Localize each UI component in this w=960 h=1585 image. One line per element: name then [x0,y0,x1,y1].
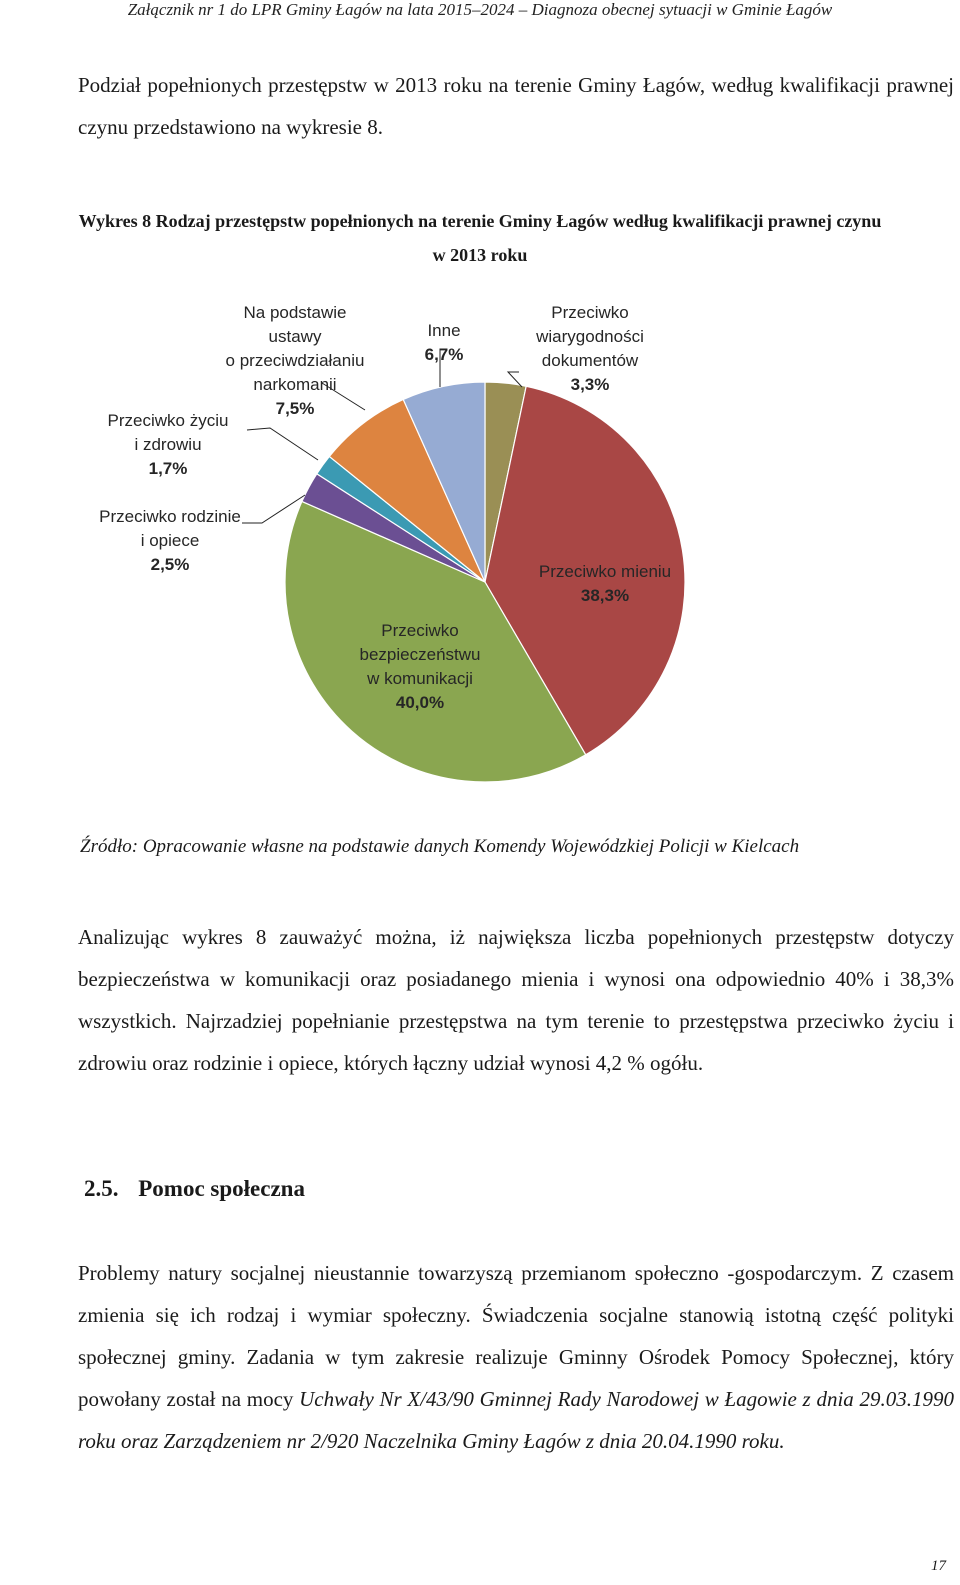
pie-label-value: 7,5% [275,399,315,418]
body-paragraph [6,1252,954,1462]
pie-label-value: 2,5% [150,555,190,574]
pie-label [108,411,229,478]
chart-source: Źródło: Opracowanie własne na podstawie danych Komendy Wojewódzkiej Policji w Kielcach [80,836,800,857]
pie-label-line: Przeciwko mieniu [538,562,672,581]
chart-title [0,204,960,272]
pie-label-line: Przeciwko [551,303,629,322]
pie-label-line: ustawy [268,327,322,346]
pie-label-line: wiarygodności [536,327,644,346]
pie-label [425,321,464,364]
chart-title-line2: w 2013 roku [432,245,528,265]
pie-label-line: o przeciwdziałaniu [225,351,365,370]
pie-label-line: Przeciwko życiu [107,411,229,430]
section-number: 2.5. [84,1176,119,1201]
pie-label-value: 38,3% [580,586,630,605]
pie-label [535,303,644,394]
chart-title-line1: Wykres 8 Rodzaj przestępstw popełnionych na terenie Gminy Łagów według kwalifikacji prawnej czynu [78,211,882,231]
page-header: Załącznik nr 1 do LPR Gminy Łagów na lata 2015–2024 – Diagnoza obecnej sytuacji w Gminie Łagów [127,0,833,19]
pie-slices [285,382,685,782]
analysis-text: Analizując wykres 8 zauważyć można, iż największa liczba popełnionych przestępstw dotyczy bezpieczeństwa w komunikacji oraz posiadanego mienia i wynosi ona odpowiednio 40% i 38,3% wszystkich. Najrzadziej popełnianie przestępstwa na tym terenie to przestępstwa przeciwko życiu i zdrowiu oraz rodzinie i opiece, których łączny udział wynosi 4,2 % ogółu. [78,925,954,1075]
pie-label-line: i zdrowiu [134,435,202,454]
pie-label-line: Na podstawie [243,303,347,322]
intro-text: Podział popełnionych przestępstw w 2013 roku na terenie Gminy Łagów, według kwalifikacji prawnej czynu przedstawiono na wykresie 8. [78,73,954,139]
pie-label-value: 1,7% [148,459,188,478]
pie-label-value: 6,7% [424,345,464,364]
section-title: Pomoc społeczna [138,1176,305,1201]
intro-paragraph [6,64,954,148]
section-heading [84,1176,305,1202]
pie-label-value: 3,3% [570,375,610,394]
pie-label-line: narkomanii [253,375,337,394]
body-text [6,1252,954,1462]
body-text-regular: Problemy natury socjalnej nieustannie towarzyszą przemianom społeczno -gospodarczym. Z czasem zmienia się ich rodzaj i wymiar społeczny. Świadczenia socjalne stanowią istotną część polityki społecznej gminy. Zadania w tym zakresie realizuje Gminny Ośrodek Pomocy Społecznej, który powołany został na mocy [78,1261,954,1411]
pie-label-line: i opiece [140,531,200,550]
pie-label-line: dokumentów [541,351,639,370]
pie-leader-line [247,428,318,460]
pie-label [226,303,365,418]
analysis-paragraph [6,916,954,1084]
pie-chart [0,290,960,800]
pie-label-line: w komunikacji [367,669,473,688]
body-text-italic: Uchwały Nr X/43/90 Gminnej Rady Narodowej w Łagowie z dnia 29.03.1990 roku oraz Zarządzeniem nr 2/920 Naczelnika Gminy Łagów z dnia 20.04.1990 roku. [78,1387,954,1453]
pie-label-line: Przeciwko [381,621,459,640]
pie-label-value: 40,0% [395,693,445,712]
page-number: 17 [931,1558,946,1574]
pie-label-line: Inne [427,321,461,340]
pie-label-line: bezpieczeństwu [359,645,481,664]
pie-label-line: Przeciwko rodzinie [99,507,241,526]
pie-label [99,507,241,574]
